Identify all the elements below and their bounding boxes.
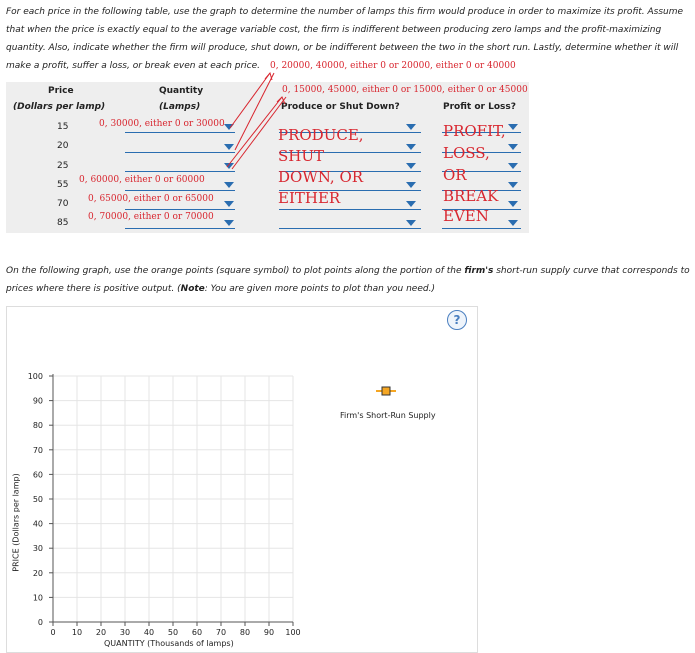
x-tick-label: 70 [215,628,227,637]
annotation-quantity-options-6: 0, 70000, either 0 or 70000 [88,212,214,222]
annotation-quantity-options-3: 0, 30000, either 0 or 30000 [99,119,225,129]
y-tick-label: 60 [32,470,43,480]
annotation-produce-line: DOWN, OR [278,168,364,186]
annotation-profit-line: BREAK [443,187,499,205]
price-header: Price [48,86,74,96]
x-tick-label: 30 [119,628,131,637]
annotation-quantity-options-2: 0, 15000, 45000, either 0 or 15000, either 0 or 45000 [282,85,528,95]
x-tick-label: 20 [95,628,107,637]
annotation-quantity-options-5: 0, 65000, either 0 or 65000 [88,194,214,204]
graph-instructions: On the following graph, use the orange points (square symbol) to plot points along the portion of the firm's short-run supply curve that corresponds to prices where there is positive output. (Note: You are given more points to plot than you need.) [6,266,690,294]
x-tick-label: 80 [239,628,251,637]
annotation-profit-line: EVEN [443,207,489,225]
profit-header: Profit or Loss? [443,102,516,112]
price-cell: 55 [57,180,69,190]
annotation-profit-line: PROFIT, [443,122,506,140]
x-tick-label: 60 [191,628,203,637]
y-tick-label: 20 [32,568,43,578]
annotation-produce-line: SHUT [278,147,325,165]
x-tick-label: 40 [143,628,155,637]
instructions-text: For each price in the following table, use the graph to determine the number of lamps this firm would produce in order to maximize its profit. Assume that when the price is exactly equal to the average variable cost, the firm is indifferent between producing zero lamps and the profit-maximizing quantity. Also, indicate whether the firm will produce, shut down, or be indifferent between the two in the short run. Lastly, determine whether it will make a profit, suffer a loss, or break even at each price. [6,7,684,71]
y-tick-label: 30 [32,544,43,554]
annotation-profit-line: OR [443,166,467,184]
legend-label: Firm's Short-Run Supply [340,411,436,420]
price-cell: 20 [57,141,69,151]
x-tick-label: 50 [167,628,179,637]
orange-square-tool-icon[interactable] [376,385,396,397]
y-tick-label: 0 [37,618,43,627]
y-tick-label: 100 [27,372,43,381]
x-tick-label: 90 [263,628,275,637]
annotation-produce-line: EITHER [278,189,341,207]
annotation-profit-line: LOSS, [443,144,490,162]
annotation-quantity-options-4: 0, 60000, either 0 or 60000 [79,175,205,185]
price-cell: 85 [57,218,69,228]
price-cell: 15 [57,122,69,132]
y-tick-label: 10 [32,593,43,603]
y-tick-label: 70 [32,445,43,455]
y-tick-label: 90 [32,396,43,406]
y-tick-label: 80 [32,421,43,431]
x-axis-label: QUANTITY (Thousands of lamps) [104,639,234,648]
quantity-subheader: (Lamps) [159,102,201,112]
price-cell: 25 [57,161,69,171]
help-icon[interactable]: ? [447,310,467,330]
y-axis-label: PRICE (Dollars per lamp) [11,473,21,572]
y-tick-label: 40 [32,519,43,529]
tool-square [382,387,390,395]
annotation-quantity-options-1: 0, 20000, 40000, either 0 or 20000, either 0 or 40000 [270,61,516,71]
price-cell: 70 [57,199,69,209]
x-tick-label: 0 [50,628,56,637]
produce-header: Produce or Shut Down? [281,102,400,112]
y-tick-label: 50 [32,495,43,504]
annotation-produce-line: PRODUCE, [278,126,364,144]
x-tick-label: 10 [71,628,83,637]
quantity-header: Quantity [159,86,204,96]
x-tick-label: 100 [285,628,301,637]
price-subheader: (Dollars per lamp) [13,102,106,112]
